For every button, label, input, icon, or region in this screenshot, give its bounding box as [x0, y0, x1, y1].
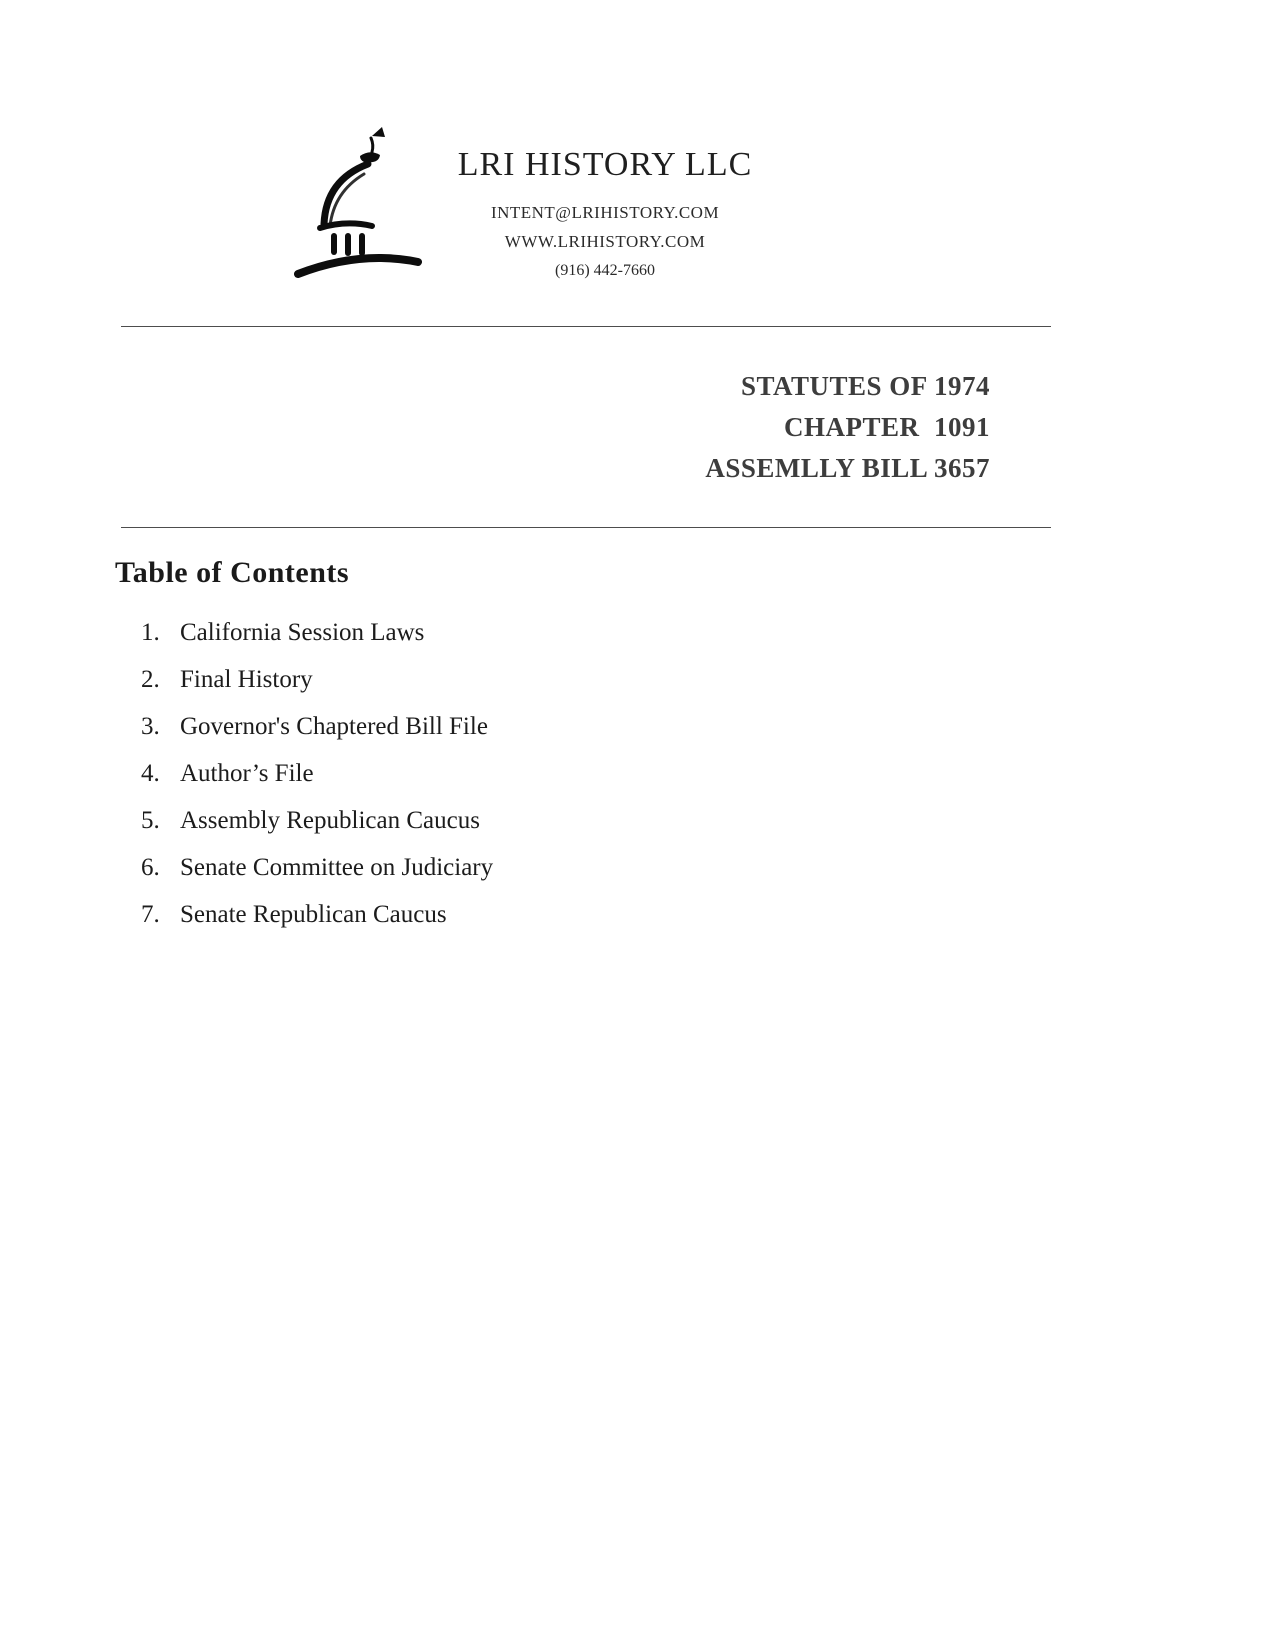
toc-item: [141, 807, 841, 854]
toc-item: [141, 713, 841, 760]
company-name: LRI HISTORY LLC: [457, 146, 753, 183]
header-text-block: [455, 146, 755, 285]
toc-item: [141, 760, 841, 807]
company-website: WWW.LRIHISTORY.COM: [504, 232, 706, 251]
toc-item-label: Author’s File: [180, 760, 314, 787]
capitol-dome-icon: [290, 122, 450, 292]
company-logo: [290, 122, 450, 292]
toc-item-number: 7.: [141, 901, 160, 928]
toc-item-label: Senate Committee on Judiciary: [180, 854, 494, 881]
divider-line-bottom: [121, 527, 1051, 528]
toc-item: [141, 619, 841, 666]
toc-item-number: 4.: [141, 760, 160, 787]
toc-item: [141, 666, 841, 713]
toc-item-number: 6.: [141, 854, 160, 881]
statutes-line-1: STATUTES OF 1974: [740, 371, 990, 401]
divider-line-top: [121, 326, 1051, 327]
toc-title: Table of Contents: [115, 556, 350, 589]
toc-item-label: Assembly Republican Caucus: [180, 807, 480, 834]
toc-item: [141, 901, 841, 948]
toc-item-number: 3.: [141, 713, 160, 740]
company-email: INTENT@LRIHISTORY.COM: [490, 203, 720, 222]
statutes-line-2: CHAPTER 1091: [783, 412, 990, 442]
statutes-line-3: ASSEMLLY BILL 3657: [705, 453, 990, 483]
statutes-block: [705, 366, 990, 489]
company-phone: (916) 442-7660: [555, 262, 655, 279]
toc-list: [141, 619, 841, 948]
toc-item-number: 5.: [141, 807, 160, 834]
toc-item: [141, 854, 841, 901]
toc-item-label: Senate Republican Caucus: [180, 901, 447, 928]
toc-item-label: Governor's Chaptered Bill File: [180, 713, 488, 740]
toc-item-number: 1.: [141, 619, 160, 646]
toc-item-number: 2.: [141, 666, 160, 693]
toc-item-label: California Session Laws: [180, 619, 425, 646]
toc-item-label: Final History: [180, 666, 313, 693]
